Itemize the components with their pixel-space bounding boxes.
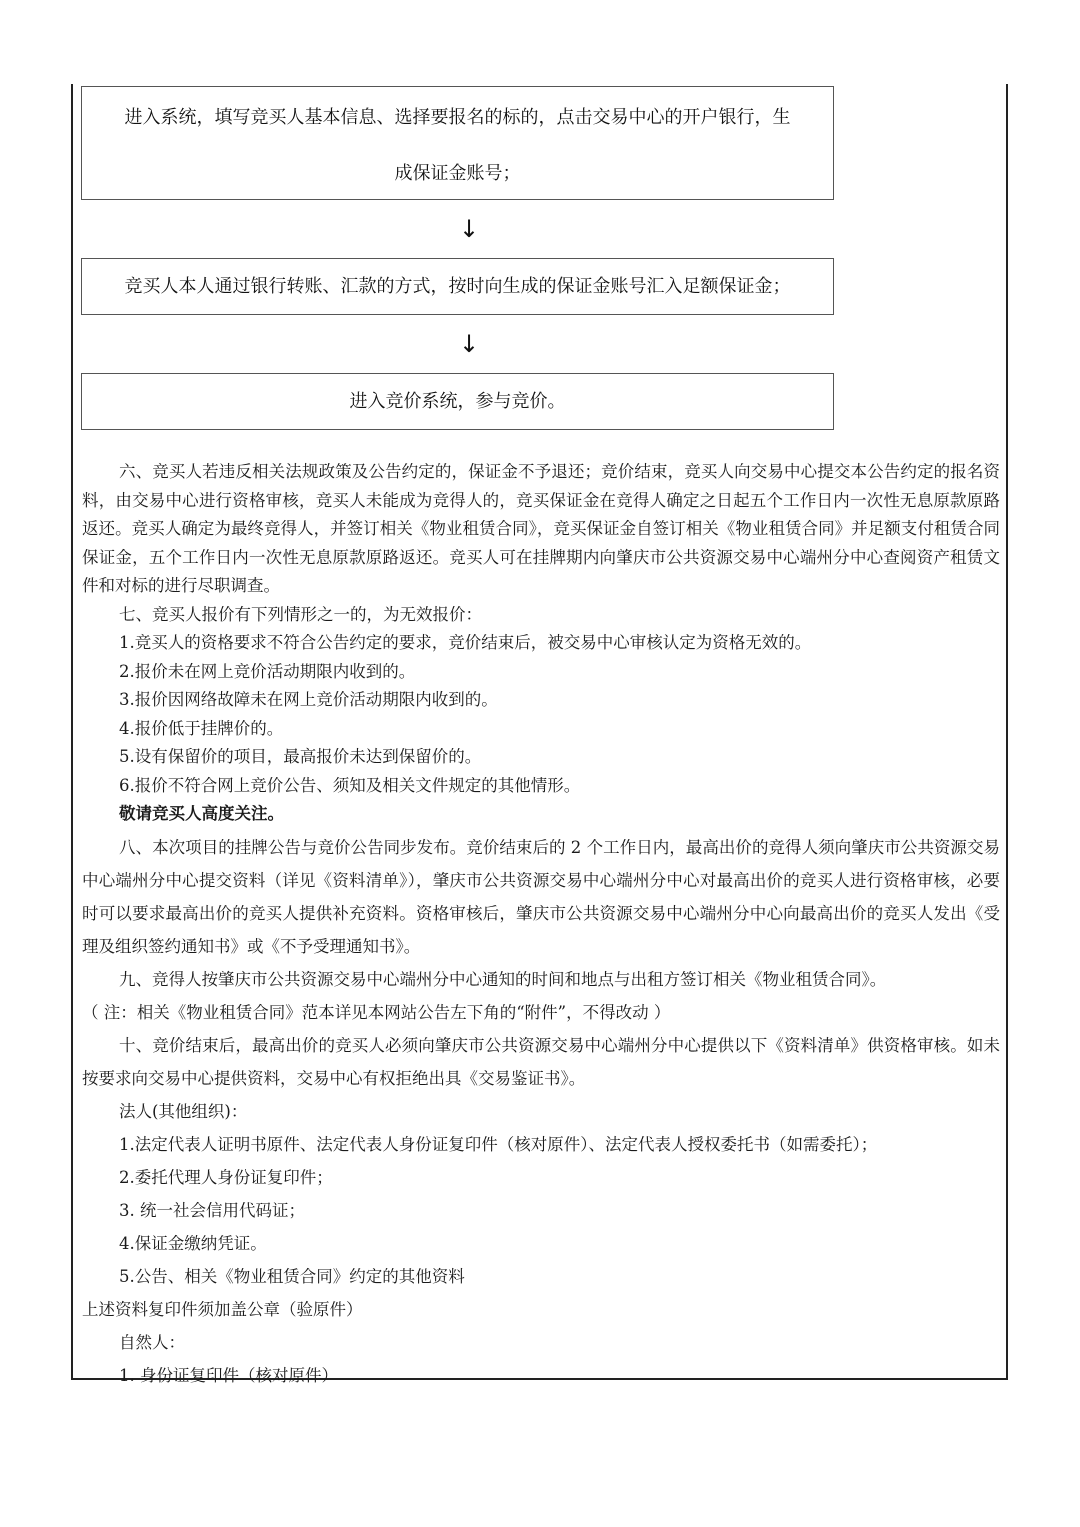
section-7-item: 6.报价不符合网上竞价公告、须知及相关文件规定的其他情形。 [119,775,581,795]
down-arrow-icon: ↓ [458,330,480,358]
legal-item: 1.法定代表人证明书原件、法定代表人身份证复印件（核对原件）、法定代表人授权委托书（如需委托）； [119,1135,878,1154]
down-arrow-icon: ↓ [458,215,480,243]
section-8-paragraph: 八、本次项目的挂牌公告与竞价公告同步发布。竞价结束后的 2 个工作日内，最高出价的竞得人须向肇庆市公共资源交易中心端州分中心提交资料（详见《资料清单》），肇庆市公共资源交易中心端州分中心对最高出价的竞买人进行资格审核，必要时可以要求最高出价的竞买人提供补充资料。资格审核后，肇庆市公共资源交易中心端州分中心向最高出价的竞买人发出《受理及组织签约通知书》或《不予受理通知书》。 [82,838,1000,956]
legal-item: 2.委托代理人身份证复印件； [119,1168,333,1187]
legal-item: 5.公告、相关《物业租赁合同》约定的其他资料 [119,1267,465,1286]
section-7-item: 3.报价因网络故障未在网上竞价活动期限内收到的。 [119,690,498,709]
section-7-item: 2.报价未在网上竞价活动期限内收到的。 [119,661,416,681]
flow-step1-line1: 进入系统，填写竞买人基本信息、选择要报名的标的，点击交易中心的开户银行，生 [124,107,791,128]
section-9-note: （ 注：相关《物业租赁合同》范本详见本网站公告左下角的“附件”，不得改动 ） [82,1003,671,1022]
section-9-paragraph: 九、竞得人按肇庆市公共资源交易中心端州分中心通知的时间和地点与出租方签订相关《物业租赁合同》。 [119,970,887,989]
section-7-title: 七、竞买人报价有下列情形之一的，为无效报价： [119,604,482,624]
legal-item: 4.保证金缴纳凭证。 [119,1234,267,1253]
natural-item: 1. 身份证复印件（核对原件） [119,1366,338,1385]
section-6-paragraph: 六、竞买人若违反相关法规政策及公告约定的，保证金不予退还；竞价结束，竞买人向交易中心提交本公告约定的报名资料，由交易中心进行资格审核，竞买人未能成为竞得人的，竞买保证金在竞得人确定之日起五个工作日内一次性无息原款原路返还。竞买人确定为最终竞得人，并签订相关《物业租赁合同》，竞买保证金自签订相关《物业租赁合同》并足额支付租赁合同保证金，五个工作日内一次性无息原款原路返还。竞买人可在挂牌期内向肇庆市公共资源交易中心端州分中心查阅资产租赁文件和对标的进行尽职调查。 [82,462,1000,595]
natural-person-title: 自然人： [119,1333,185,1352]
section-10-paragraph: 十、竞价结束后，最高出价的竞买人必须向肇庆市公共资源交易中心端州分中心提供以下《资料清单》供资格审核。如未按要求向交易中心提供资料，交易中心有权拒绝出具《交易鉴证书》。 [82,1036,1000,1088]
section-7-item: 5.设有保留价的项目，最高报价未达到保留价的。 [119,747,482,766]
section-7-notice: 敬请竞买人高度关注。 [119,804,284,823]
terms-text-block-2 [82,831,1000,1392]
stamp-note: 上述资料复印件须加盖公章（验原件） [82,1300,363,1319]
flow-step-deposit-transfer: 竞买人本人通过银行转账、汇款的方式，按时向生成的保证金账号汇入足额保证金； [81,258,834,315]
flow-step-enter-bidding: 进入竞价系统，参与竞价。 [81,373,834,430]
legal-person-title: 法人(其他组织)： [119,1102,248,1121]
flow-step-system-entry [81,86,834,200]
terms-text-block [82,458,1000,829]
flow-step1-line2: 成保证金账号； [394,163,521,184]
section-7-item: 4.报价低于挂牌价的。 [119,718,284,738]
section-7-item: 1.竞买人的资格要求不符合公告约定的要求，竞价结束后，被交易中心审核认定为资格无效的。 [119,633,812,652]
legal-item: 3. 统一社会信用代码证； [119,1201,305,1220]
